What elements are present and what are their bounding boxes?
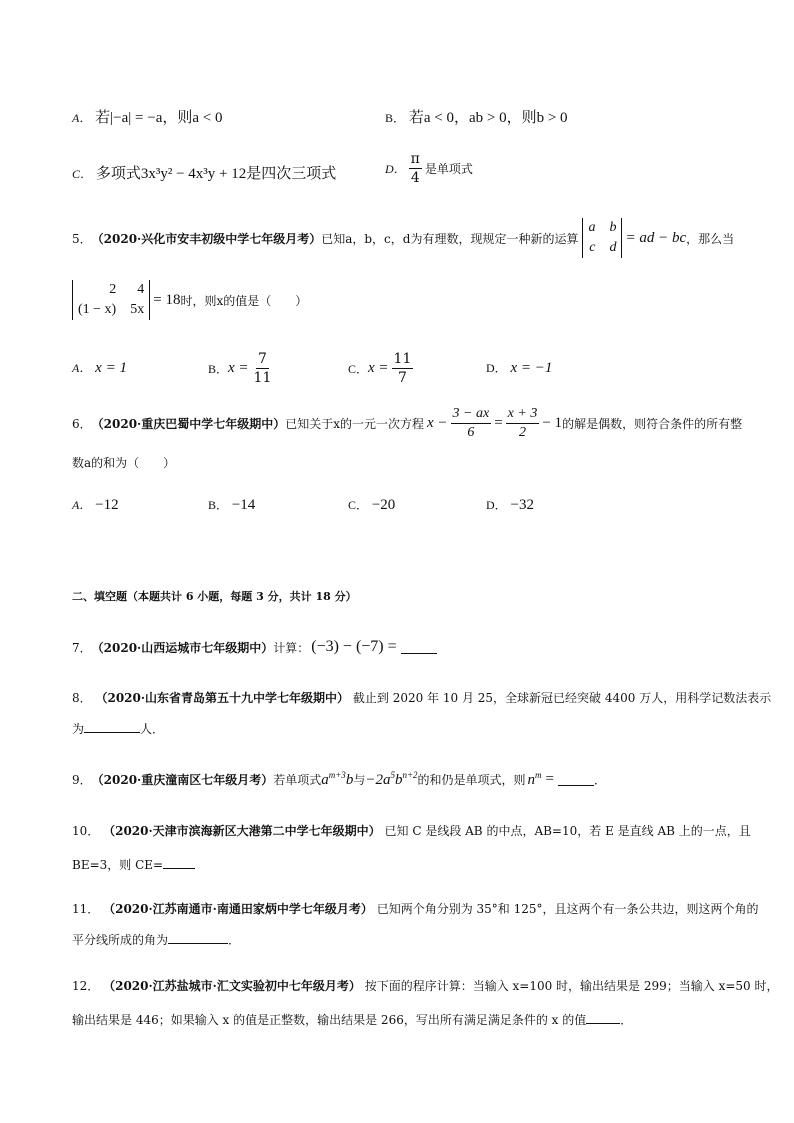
option-text: 多项式3x³y² − 4x³y + 12是四次三项式 <box>95 166 337 182</box>
question-source: （2020·山东省青岛第五十九中学七年级期中） <box>95 691 350 705</box>
q5-option-b: B． x = $\frac{7}{11}$ <box>208 350 272 386</box>
q10-line2: BE=3，则 CE= <box>72 856 195 873</box>
determinant-given: 2 4 (1 − x) 5x <box>72 280 150 320</box>
q6-options <box>72 496 592 514</box>
fraction-2: $\frac{x + 3}{2}$ <box>507 406 538 440</box>
answer-blank[interactable] <box>84 720 140 733</box>
question-source: （2020·重庆巴蜀中学七年级期中） <box>91 417 286 431</box>
question-source: （2020·江苏盐城市·汇文实验初中七年级月考） <box>103 979 361 993</box>
monomial-2: $-2a^5b^{n+2}$ <box>365 770 418 788</box>
q4-option-a <box>72 106 223 127</box>
question-number: 5． <box>72 231 92 246</box>
q12-line2: 输出结果是 446；如果输入 x 的值是正整数，输出结果是 266，写出所有满足满足条件的 x 的值 ． <box>72 1013 633 1027</box>
option-text: 若a < 0，ab > 0，则b > 0 <box>408 110 568 126</box>
question-stem: 的解是偶数，则符合条件的所有整 <box>562 417 743 431</box>
question-source: （2020·重庆潼南区七年级月考） <box>91 773 274 787</box>
question-source: （2020·天津市滨海新区大港第二中学七年级期中） <box>103 824 381 838</box>
determinant-definition: a b c d <box>582 218 622 258</box>
answer-blank[interactable] <box>558 773 594 786</box>
question-source: （2020·兴化市安丰初级中学七年级月考） <box>91 231 322 246</box>
answer-blank[interactable] <box>163 856 195 869</box>
question-number: 8． <box>72 691 92 705</box>
q5-option-c: C． x = $\frac{11}{7}$ <box>348 350 412 386</box>
answer-expression: $n^m$ <box>527 770 542 788</box>
q5-stem-line2 <box>72 280 307 320</box>
q8-line2: 为 人． <box>72 722 165 736</box>
q9: 9． （2020·重庆潼南区七年级月考） 若单项式 $a^{m+3}b$ 与 $-2a^5b^{n+2}$ 的和仍是单项式，则 $n^m$ = ． <box>72 770 607 788</box>
given-equation: = 18 <box>153 291 181 308</box>
q6-option-d: D． −32 <box>486 497 534 513</box>
option-label: B． <box>385 111 406 125</box>
q6-option-b: B． −14 <box>208 497 256 513</box>
monomial-1: $a^{m+3}b$ <box>321 770 354 788</box>
question-number: 10． <box>72 824 100 838</box>
q6-stem-line2 <box>72 454 175 471</box>
q6-stem-line1: 6． （2020·重庆巴蜀中学七年级期中） 已知关于x的一元一次方程 x − $\frac{3 - ax}{6}$ = $\frac{x + 3}{2}$ − 1 的解是偶数，则符合条件的所有整 <box>72 406 743 440</box>
option-label: A． <box>72 111 92 125</box>
question-number: 7． <box>72 640 92 655</box>
question-number: 6． <box>72 417 92 431</box>
option-text: 是单项式 <box>424 162 473 176</box>
question-stem: 已知a，b，c，d为有理数，现规定一种新的运算 <box>321 231 579 246</box>
question-stem: 计算： <box>273 640 310 655</box>
q5-option-d: D． x = −1 <box>486 360 553 376</box>
definition-result: = ad − bc <box>625 229 687 246</box>
option-label: C． <box>72 167 93 181</box>
question-stem: 已知 C 是线段 AB 的中点，AB=10，若 E 是直线 AB 上的一点，且 <box>384 824 751 838</box>
q11-line2: 平分线所成的角为 ． <box>72 933 241 947</box>
q10-line1 <box>72 822 751 839</box>
question-stem: 数a的和为（ ） <box>72 456 176 470</box>
fraction-1: $\frac{3 - ax}{6}$ <box>452 406 490 440</box>
q12-line1 <box>72 977 779 994</box>
question-stem: 时，则x的值是（ ） <box>180 293 308 308</box>
q8-line1 <box>72 689 771 706</box>
q5-option-a: A． x = 1 <box>72 360 127 376</box>
question-number: 9． <box>72 773 92 787</box>
pi-over-4-fraction: $\frac{\pi}{4}$ <box>410 151 420 186</box>
q4-option-b <box>385 106 568 127</box>
q4-option-c <box>72 162 336 183</box>
answer-blank[interactable] <box>168 931 228 944</box>
expression: (−3) − (−7) = <box>311 638 397 655</box>
q6-option-a: A． −12 <box>72 497 119 513</box>
question-stem: 按下面的程序计算：当输入 x=100 时，输出结果是 299；当输入 x=50 时， <box>364 979 779 993</box>
option-label: D． <box>385 162 406 176</box>
question-source: （2020·山西运城市七年级期中） <box>91 640 274 655</box>
question-source: （2020·江苏南通市·南通田家炳中学七年级月考） <box>103 902 373 916</box>
q7 <box>72 638 437 656</box>
option-text: 若|−a| = −a，则a < 0 <box>95 110 223 126</box>
q5-stem-line1 <box>72 218 734 258</box>
q6-option-c: C． −20 <box>348 497 396 513</box>
question-number: 11． <box>72 902 100 916</box>
q5-options <box>72 350 592 386</box>
question-number: 12． <box>72 979 100 993</box>
question-stem: 已知两个角分别为 35°和 125°，且这两个有一条公共边，则这两个角的 <box>376 902 759 916</box>
question-stem: 已知关于x的一元一次方程 <box>285 417 424 431</box>
answer-blank[interactable] <box>401 641 437 654</box>
question-stem: 截止到 2020 年 10 月 25，全球新冠已经突破 4400 万人，用科学记数法表示 <box>352 691 772 705</box>
section-heading: 二、填空题（本题共计 6 小题，每题 3 分，共计 18 分） <box>72 590 357 603</box>
q4-option-d <box>385 150 473 187</box>
q11-line1 <box>72 900 759 917</box>
answer-blank[interactable] <box>586 1011 620 1024</box>
question-stem: ，那么当 <box>686 231 735 246</box>
